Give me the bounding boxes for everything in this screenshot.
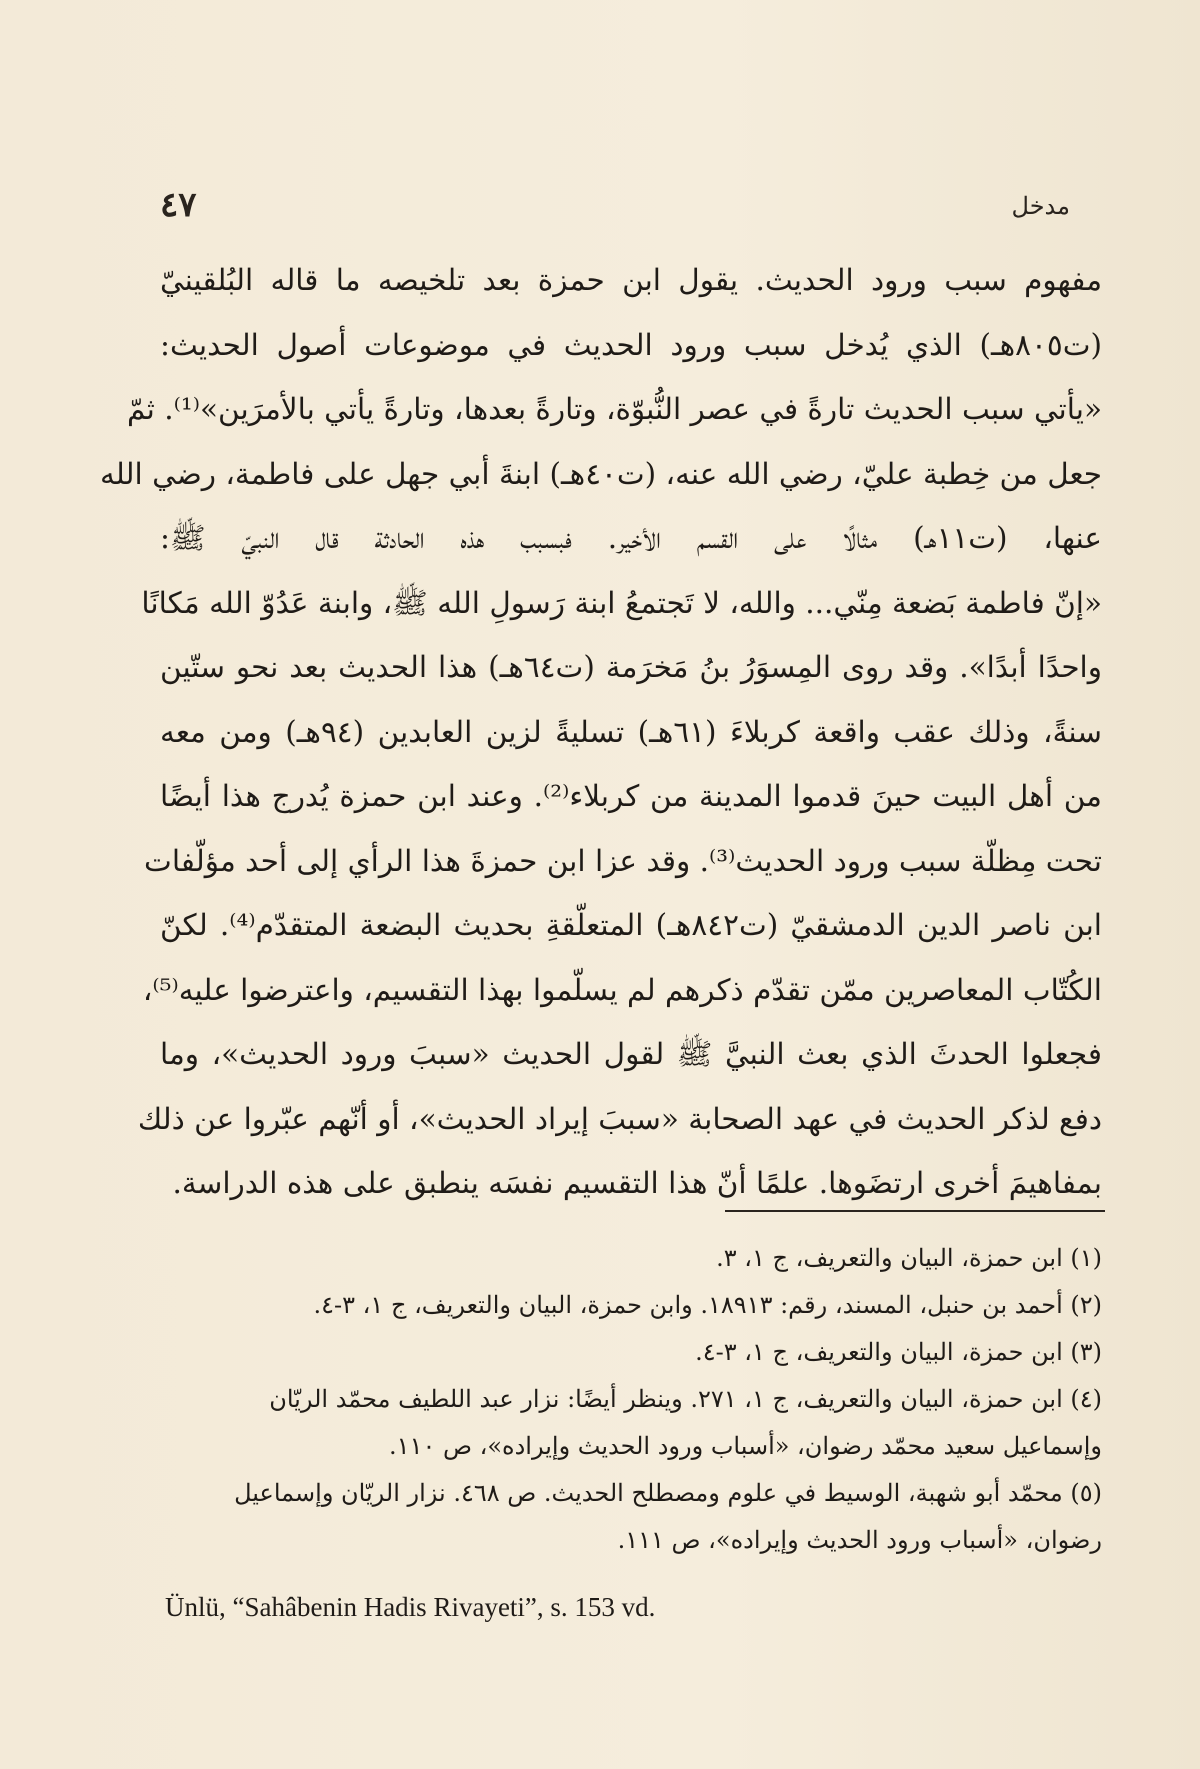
body-line: الكُتّاب المعاصرين ممّن تقدّم ذكرهم لم يسلّموا بهذا التقسيم، واعترضوا عليه⁽⁵⁾، (142, 972, 1102, 1007)
body-line: (ت٨٠٥هـ) الذي يُدخل سبب ورود الحديث في موضوعات أصول الحديث: (160, 327, 1102, 362)
body-text (99, 248, 1103, 1216)
body-line: عنها، (ت١١هـ) مثالًا على القسم الأخير. فبسبب هذه الحادثة قال النبيّ ﷺ: (160, 521, 1102, 555)
body-line: ابن ناصر الدين الدمشقيّ (ت٨٤٢هـ) المتعلّقةِ بحديث البضعة المتقدّم⁽⁴⁾. لكنّ (160, 908, 1102, 942)
body-line: سنةً، وذلك عقب واقعة كربلاءَ (٦١هـ) تسليةً لزين العابدين (٩٤هـ) ومن معه (160, 714, 1102, 749)
footnote-line: (٥) محمّد أبو شهبة، الوسيط في علوم ومصطلح الحديث. ص ٤٦٨. نزار الريّان وإسماعيل (234, 1479, 1102, 1507)
running-head: مدخل (1011, 192, 1070, 220)
body-line: «يأتي سبب الحديث تارةً في عصر النُّبوّة، وتارةً بعدها، وتارةً يأتي بالأمرَين»⁽¹⁾. ثمّ (127, 392, 1102, 426)
footnote-line: (٢) أحمد بن حنبل، المسند، رقم: ١٨٩١٣. وابن حمزة، البيان والتعريف، ج ١، ٣-٤. (313, 1291, 1102, 1319)
page-number: ٤٧ (160, 185, 197, 225)
body-line: من أهل البيت حينَ قدموا المدينة من كربلاء⁽²⁾. وعند ابن حمزة يُدرج هذا أيضًا (160, 779, 1102, 813)
body-line: واحدًا أبدًا». وقد روى المِسوَرُ بنُ مَخرَمة (ت٦٤هـ) هذا الحديث بعد نحو ستّين (160, 650, 1103, 684)
citation-note: Ünlü, “Sahâbenin Hadis Rivayeti”, s. 153 vd. (165, 1592, 656, 1622)
body-line: فجعلوا الحدثَ الذي بعث النبيَّ ﷺ لقول الحديث «سببَ ورود الحديث»، وما (160, 1037, 1102, 1071)
footnote-line: (١) ابن حمزة، البيان والتعريف، ج ١، ٣. (716, 1244, 1102, 1272)
body-line: مفهوم سبب ورود الحديث. يقول ابن حمزة بعد تلخيصه ما قاله البُلقينيّ (160, 263, 1102, 297)
footnote-line: (٤) ابن حمزة، البيان والتعريف، ج ١، ٢٧١. وينظر أيضًا: نزار عبد اللطيف محمّد الريّان (269, 1385, 1102, 1413)
body-line: «إنّ فاطمة بَضعة مِنّي... والله، لا تَجتمعُ ابنة رَسولِ الله ﷺ، وابنة عَدُوّ الله مَكانًا (141, 585, 1102, 620)
footnote-line: وإسماعيل سعيد محمّد رضوان، «أسباب ورود الحديث وإيراده»، ص ١١٠. (389, 1432, 1102, 1460)
footnotes (160, 1235, 1102, 1564)
body-line: تحت مِظلّة سبب ورود الحديث⁽³⁾. وقد عزا ابن حمزةَ هذا الرأي إلى أحد مؤلّفات (144, 843, 1102, 878)
body-line: جعل من خِطبة عليّ، رضي الله عنه، (ت٤٠هـ) ابنةَ أبي جهل على فاطمة، رضي الله (99, 456, 1102, 491)
footnote-divider (725, 1210, 1105, 1212)
body-line: بمفاهيمَ أخرى ارتضَوها. علمًا أنّ هذا التقسيم نفسَه ينطبق على هذه الدراسة. (172, 1166, 1102, 1200)
body-line: دفع لذكر الحديث في عهد الصحابة «سببَ إيراد الحديث»، أو أنّهم عبّروا عن ذلك (137, 1101, 1102, 1136)
footnote-line: رضوان، «أسباب ورود الحديث وإيراده»، ص ١١١. (617, 1526, 1102, 1554)
footnote-line: (٣) ابن حمزة، البيان والتعريف، ج ١، ٣-٤. (695, 1338, 1102, 1366)
